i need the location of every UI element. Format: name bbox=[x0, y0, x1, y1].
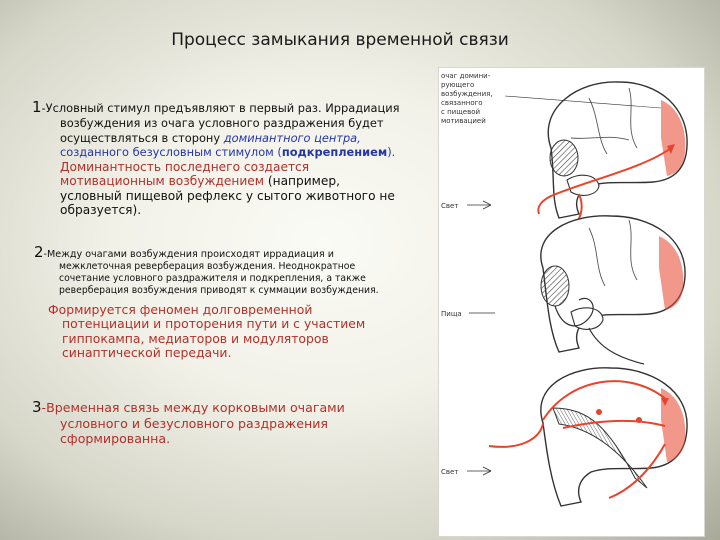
step-3-number: 3 bbox=[32, 398, 42, 416]
step-2-red-line-4: синаптической передачи. bbox=[62, 344, 232, 360]
page-title: Процесс замыкания временной связи bbox=[171, 30, 509, 50]
figure-label-line-6: мотивацией bbox=[441, 117, 486, 125]
step-1-line-8: образуется). bbox=[60, 203, 142, 217]
step-2-line-4: реверберация возбуждения приводят к суммации возбуждения. bbox=[59, 285, 379, 296]
step-1-line-4a: созданного безусловным стимулом ( bbox=[60, 145, 282, 159]
brain-diagram-svg bbox=[439, 68, 704, 536]
step-1-line-4b: подкреплением bbox=[281, 145, 388, 159]
step-1-line-3a: осуществляться в сторону bbox=[60, 130, 221, 145]
brain-1-hatched-focus bbox=[550, 140, 578, 176]
brain-3-node-1 bbox=[596, 409, 602, 415]
step-3-line-3: сформированна. bbox=[60, 431, 171, 446]
brain-2 bbox=[441, 216, 685, 364]
step-2-line-1: -Между очагами возбуждения происходят иррадиация и bbox=[43, 249, 334, 260]
pishcha-label: Пища bbox=[441, 310, 462, 318]
brain-1 bbox=[441, 72, 687, 246]
step-2-number: 2 bbox=[34, 243, 44, 261]
step-1-line-5: Доминантность последнего создается bbox=[60, 159, 310, 174]
step-1-line-3b: доминантного центра, bbox=[223, 130, 361, 145]
step-1-line-2: возбуждения из очага условного раздражения будет bbox=[60, 116, 384, 130]
brain-diagram-figure bbox=[438, 67, 705, 537]
figure-label-line-2: рующего bbox=[441, 81, 475, 89]
figure-label-line-4: связанного bbox=[441, 99, 483, 107]
step-1-line-1: -Условный стимул предъявляют в первый раз. Иррадиация bbox=[41, 101, 400, 115]
step-2-line-3: сочетание условного раздражителя и подкрепления, а также bbox=[59, 273, 366, 284]
step-1-line-6a: мотивационным возбуждением bbox=[60, 174, 264, 188]
step-1-line-4c: ). bbox=[387, 145, 396, 159]
step-2-line-2: межклеточная реверберация возбуждения. Неоднократное bbox=[59, 261, 356, 272]
step-2-red-line-3: гиппокампа, медиаторов и модуляторов bbox=[62, 330, 329, 346]
step-1-line-6b: (например, bbox=[263, 174, 340, 188]
step-3-line-2: условного и безусловного раздражения bbox=[60, 416, 328, 431]
svet-label-3: Свет bbox=[441, 468, 459, 476]
brain-3-node-2 bbox=[636, 417, 642, 423]
brain-2-hatched-focus bbox=[541, 266, 569, 306]
brain-2-pathway-out bbox=[589, 328, 644, 364]
brain-3-red-lead bbox=[489, 424, 543, 447]
brain-3 bbox=[441, 368, 687, 506]
step-1-text bbox=[32, 98, 422, 218]
step-3-text bbox=[32, 398, 422, 446]
step-2-red-line-1: Формируется феномен долговременной bbox=[48, 302, 313, 317]
step-1-number: 1 bbox=[32, 98, 42, 116]
figure-label-line-3: возбуждения, bbox=[441, 90, 493, 98]
figure-label-line-1: очаг домини- bbox=[441, 72, 491, 80]
svet-label-1: Свет bbox=[441, 202, 459, 210]
step-3-line-1: -Временная связь между корковыми очагами bbox=[41, 400, 345, 415]
step-2-red-line-2: потенциации и проторения пути и с участием bbox=[62, 316, 366, 332]
step-2-text bbox=[34, 243, 424, 360]
figure-label-line-5: с пищевой bbox=[441, 108, 481, 116]
step-1-line-7: условный пищевой рефлекс у сытого животного не bbox=[60, 188, 395, 203]
